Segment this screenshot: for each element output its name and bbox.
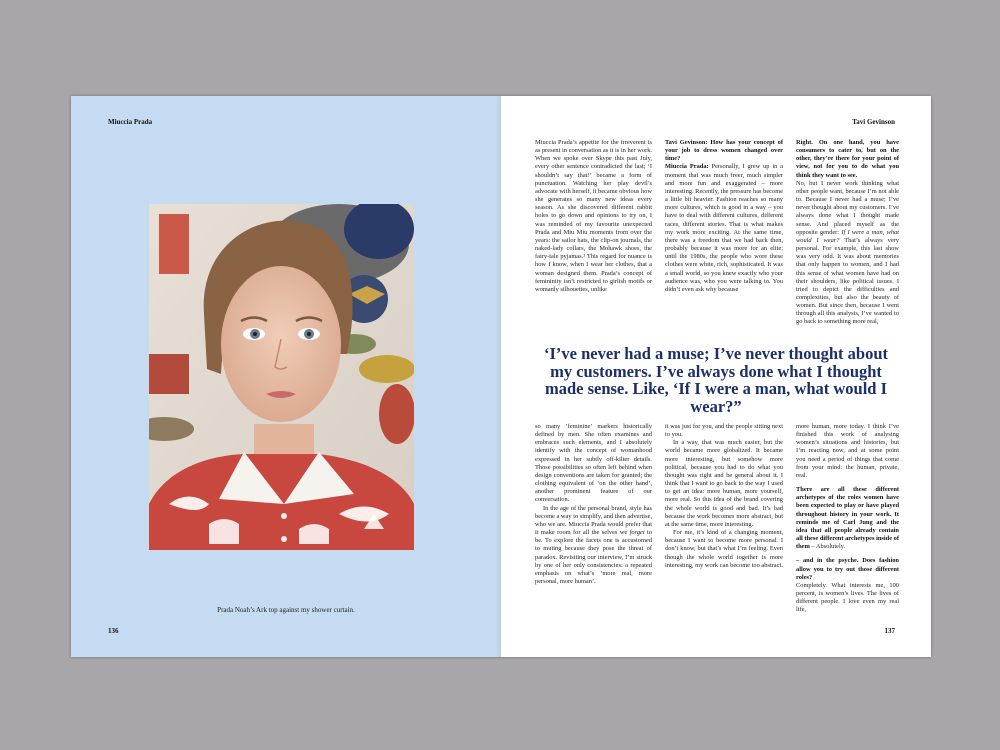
left-page (71, 96, 501, 657)
running-head-right: Tavi Gevinson (852, 118, 895, 126)
question-1: Tavi Gevinson: How has your concept of your job to dress women changed over time? (665, 139, 783, 163)
right-page (501, 96, 931, 657)
top-column-1 (535, 139, 652, 294)
question-3: There are all these different archetypes of the roles women have been expected to play or have played throughout history in your work. It reminds me of Carl Jung and the idea that all people already contain all these different archetypes inside of them (796, 486, 899, 551)
answer-3b: In a way, that was much easier, but the world became more globalized. It became more interesting, but somehow more political, because you had to do what you thought was right and be general about it. I think that I want to go back to the way I used to get an idea: more human, more yourself, more real. So this idea of the brand covering the whole world is good and bad. It’s bad because the work becomes more abstract, but at the same time, more interesting. (665, 439, 783, 528)
pull-quote: ‘I’ve never had a muse; I’ve never thought about my customers. I’ve always done what I thought made sense. Like, ‘If I were a man, what would I wear?” (543, 344, 889, 416)
body-paragraph-2a: In the age of the personal brand, style has become a way to simplify, and then advertise, who we are. Miuccia Prada would prefer that it make room for all the selves we (535, 504, 652, 537)
answer-3a: it was just for you, and the people sitting next to you. (665, 423, 783, 439)
page-number-right: 137 (884, 627, 895, 635)
answer-3c: For me, it’s kind of a changing moment, because I want to become more personal. I don’t know, but that’s what I’m feeling. Even though the whole world together is more interesting, my work can become too abstract. (665, 529, 783, 569)
bottom-column-1 (535, 423, 652, 586)
answer-6: Completely. What interests me, 100 percent, is women’s lives. The lives of different people. I love even my real life, (796, 581, 899, 614)
bottom-column-3 (796, 423, 899, 614)
question-2: Right. On one hand, you have consumers to cater to, but on the other, they’re there for your point of view, not for you to do what you think they want to see. (796, 139, 899, 179)
answer-5: – Absolutely. (811, 543, 846, 551)
body-paragraph-2b: to be. To explore the facets one is accustomed to muting because they pose the threat of paradox. Revisiting our interview, I’m struck by one of her only consistencies: a repeated emphasis on what’s ‘more real, more personal, more human’. (535, 529, 652, 585)
body-paragraph-2-italic: forget (629, 529, 645, 537)
top-column-2 (665, 139, 783, 294)
portrait-photo (149, 204, 414, 550)
top-column-3 (796, 139, 899, 327)
speaker-label: Miuccia Prada: (665, 163, 709, 171)
answer-1: Personally, I grew up in a moment that was much freer, much simpler and more fun and exaggerated – more interesting. Recently, the pressure has become a little bit heavier. Fashion reaches so many more cultures, which is good in a way – you have to deal with different cultures, different races, different stories. That is what makes my work more exciting. At the same time, there was a freedom that we had back then, probably because it was more for an elite; until the 1980s, the people who wore these clothes were white, rich, sophisticated. It was a small world, so you knew exactly who your audience was, who you were talking to. You didn’t even ask why because (665, 163, 783, 293)
intro-paragraph: Miuccia Prada’s appetite for the irreverent is as present in conversation as it is in her work. When we spoke over Skype this past July, every other sentence contradicted the last; ‘I shouldn’t say that!’ became a form of punctuation. Watching her play devil’s advocate with herself, it became obvious how she generates so many new ideas every season. As she discovered different rabbit holes to go down and opinions to try on, I was reminded of my favourite unexpected Prada and Miu Miu moments from over the years: the sailor hats, the clip-on journals, the naked-lady collars, the Mohawk shoes, the fairy-tale pyjamas.¹ This regard for nuance is how I know, when I wear her clothes, that a woman designed them. Prada’s concept of femininity isn’t restricted to girlish motifs or womanly silhouettes, unlike (535, 139, 652, 293)
running-head-left: Miuccia Prada (108, 118, 153, 126)
answer-2a: No, but I never work thinking what other people want, because I’m not able to. Because I never had a muse; I’ve never thought about my customers. I’ve always done what I thought made sense. And placed myself as the opposite gender: (796, 179, 899, 236)
body-paragraph-1: so many ‘feminine’ markers historically defined by men. She often examines and embraces such elements, and I absolutely identify with the concept of womanhood expressed in her subtly off-kilter details. Those possibilities so often left behind when design conventions are taken for granted; the clothing equivalent of ‘on the other hand’, another prominent feature of our conversation. (535, 423, 652, 504)
portrait-photo-graphic (149, 204, 414, 550)
magazine-spread (71, 96, 931, 657)
question-4: – and in the psyche. Does fashion allow you to try out those different roles? (796, 557, 899, 581)
bottom-column-2 (665, 423, 783, 570)
answer-2-italic: If I were a man, what would I wear? (796, 228, 899, 244)
answer-2b: That’s always very personal. For example, this last show was very odd. It was about memories that only happen to women, and I had this sense of what women have had on their shoulders, like political issues. I tried to depict the difficulties and complexities, but also the beauty of women. But since then, because I went through all this analysis, I’ve wanted to go back to something more real, (796, 236, 899, 326)
photo-caption: Prada Noah’s Ark top against my shower curtain. (217, 606, 355, 614)
page-number-left: 136 (108, 627, 119, 635)
answer-4: more human, more today. I think I’ve finished this work of analysing women’s situations and histories, but I’m reacting now, and at some point you need a period of things that come from your mind: the human, private, real. (796, 423, 899, 479)
